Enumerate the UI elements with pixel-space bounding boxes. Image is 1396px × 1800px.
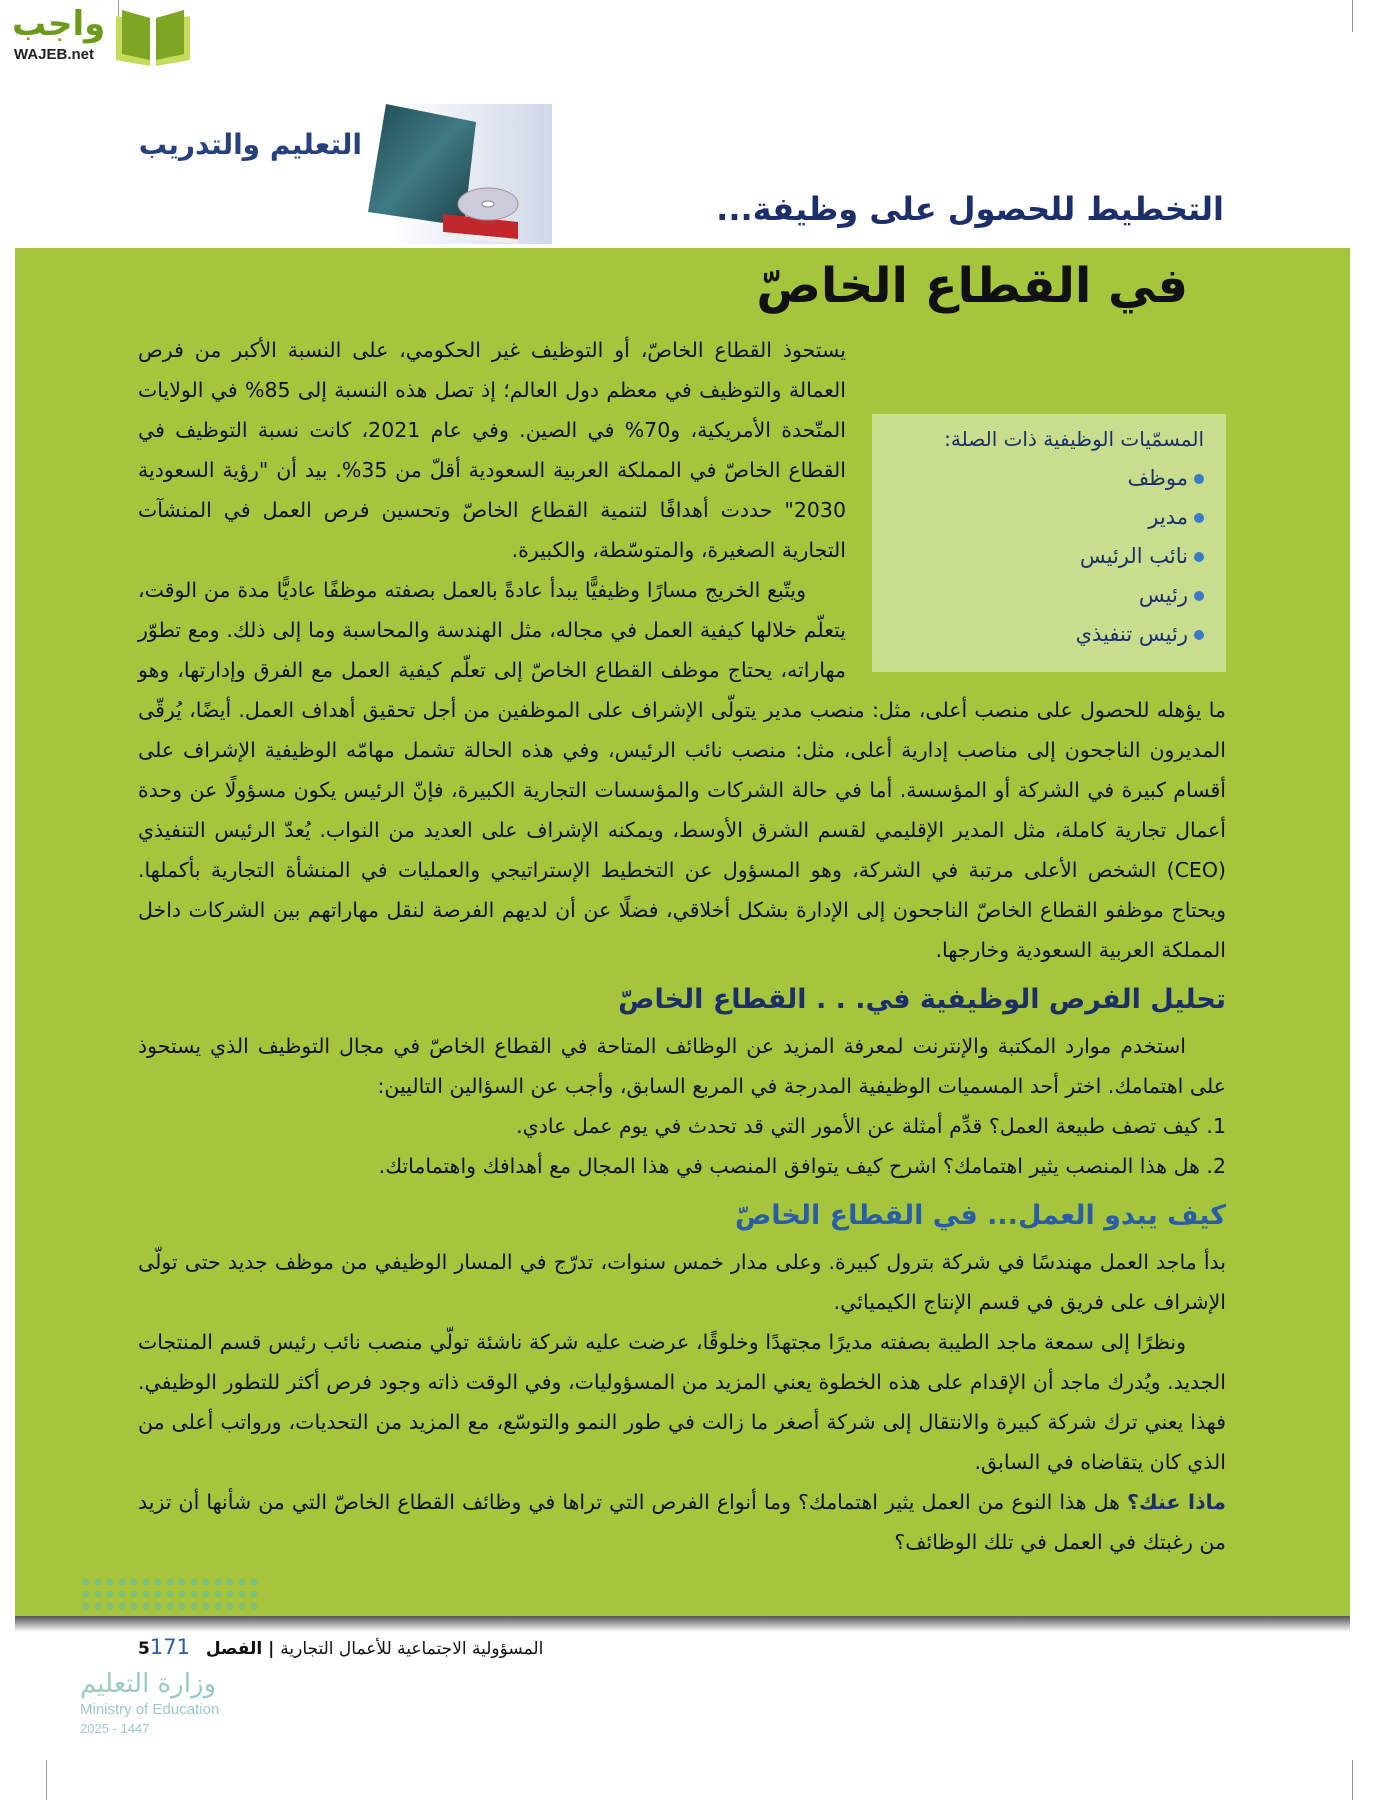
work-example-heading: كيف يبدو العمل... في القطاع الخاصّ — [734, 1200, 1226, 1231]
section-tag: التعليم والتدريب — [138, 128, 362, 161]
career-path-paragraph: ويتّبع الخريج مسارًا وظيفيًّا يبدأ عادةً بالعمل بصفته موظفًا عاديًّا مدة من الوقت، يتعلّم خلالها كيفية العمل في مجاله، مثل الهندسة والمحاسبة وما إلى ذلك. ومع تطوّر مهاراته، يحتاج موظف القطاع الخاصّ إلى تعلّم كيفية العمل مع الفرق وإدارتها، وهو ما يؤهله للحصول على منصب أعلى، مثل: منصب مدير يتولّى الإشراف على الموظفين من أجل تحقيق أهداف العمل. أيضًا، يُرقّى المديرون الناجحون إلى مناصب إدارية أعلى، مثل: منصب نائب الرئيس، وفي هذه الحالة تشمل مهامّه الوظيفية الإشراف على أقسام كبيرة في الشركة أو المؤسسة. أما في حالة الشركات والمؤسسات التجارية الكبيرة، فإنّ الرئيس يكون مسؤولًا عن وحدة أعمال تجارية كاملة، مثل المدير الإقليمي لقسم الشرق الأوسط، ويمكنه الإشراف على العديد من النواب. يُعدّ الرئيس التنفيذي (CEO) الشخص الأعلى مرتبة في الشركة، وهو المسؤول عن التخطيط الإستراتيجي والعمليات في المنشأة التجارية بأكملها. ويحتاج موظفو القطاع الخاصّ الناجحون إلى الإدارة بشكل أخلاقي، فضلًا عن أن لديهم الفرصة لنقل مهاراتهم بين الشركات داخل المملكة العربية السعودية وخارجها. — [138, 578, 1226, 962]
analysis-heading: تحليل الفرص الوظيفية في. . . القطاع الخاصّ — [618, 984, 1226, 1015]
bullet-icon — [1194, 474, 1204, 484]
job-title-item: نائب الرئيس — [894, 537, 1204, 576]
question-1: 1. كيف تصف طبيعة العمل؟ قدِّم أمثلة عن الأمور التي قد تحدث في يوم عمل عادي. — [516, 1114, 1226, 1138]
job-title-item: رئيس — [894, 576, 1204, 615]
crop-mark — [1352, 0, 1353, 32]
majed-paragraph-1: بدأ ماجد العمل مهندسًا في شركة بترول كبيرة. وعلى مدار خمس سنوات، تدرّج في المسار الوظيفي من موظف جديد حتى تولّى الإشراف على فريق في قسم الإنتاج الكيميائي. — [138, 1250, 1226, 1314]
ministry-of-education-logo: وزارة التعليم Ministry of Education 2025 - 1447 — [80, 1669, 220, 1736]
page-title: التخطيط للحصول على وظيفة... — [716, 190, 1224, 228]
intro-paragraph: يستحوذ القطاع الخاصّ، أو التوظيف غير الحكومي، على النسبة الأكبر من فرص العمالة والتوظيف في معظم دول العالم؛ إذ تصل هذه النسبة إلى 85% في الولايات المتّحدة الأمريكية، و70% في الصين. وفي عام 2021، كانت نسبة التوظيف في القطاع الخاصّ في المملكة العربية السعودية أقلّ من 35%. بيد أن "رؤية السعودية 2030" حددت أهدافًا لتنمية القطاع الخاصّ وتحسين فرص العمل في المنشآت التجارية الصغيرة، والمتوسّطة، والكبيرة. — [138, 338, 846, 562]
box-label: المسمّيات الوظيفية ذات الصلة: — [944, 427, 1204, 451]
related-job-titles-box — [872, 414, 1226, 672]
article-body — [138, 330, 1226, 1562]
job-title-item: مدير — [894, 498, 1204, 537]
job-title-item: رئيس تنفيذي — [894, 615, 1204, 654]
crop-mark — [1352, 1760, 1353, 1800]
job-title-item: موظف — [894, 459, 1204, 498]
wajeb-logo: واجب WAJEB.net — [6, 4, 192, 66]
book-title: المسؤولية الاجتماعية للأعمال التجارية — [280, 1639, 544, 1659]
page-number: 171 — [149, 1635, 190, 1659]
chapter-label: الفصل 5 — [138, 1639, 263, 1659]
bullet-icon — [1194, 630, 1204, 640]
page-footer: المسؤولية الاجتماعية للأعمال التجارية | الفصل 5171 — [138, 1635, 544, 1659]
book-cd-illustration — [368, 104, 552, 244]
open-book-icon — [114, 8, 192, 66]
panel-shadow — [15, 1616, 1350, 1632]
question-2: 2. هل هذا المنصب يثير اهتمامك؟ اشرح كيف يتوافق المنصب في هذا المجال مع أهدافك واهتماماتك. — [378, 1154, 1226, 1178]
bullet-icon — [1194, 591, 1204, 601]
section-title: في القطاع الخاصّ — [756, 258, 1188, 314]
crop-mark — [46, 1760, 47, 1800]
ministry-dots-emblem — [80, 1576, 260, 1614]
what-about-you: ماذا عنك؟ هل هذا النوع من العمل يثير اهتمامك؟ وما أنواع الفرص التي تراها في وظائف القطاع الخاصّ التي من شأنها أن تزيد من رغبتك في العمل في تلك الوظائف؟ — [138, 1490, 1226, 1554]
bullet-icon — [1194, 552, 1204, 562]
majed-paragraph-2: ونظرًا إلى سمعة ماجد الطيبة بصفته مديرًا مجتهدًا وخلوقًا، عرضت عليه شركة ناشئة تولّي منصب نائب رئيس قسم المنتجات الجديد. ويُدرك ماجد أن الإقدام على هذه الخطوة يعني المزيد من المسؤوليات، وفي الوقت ذاته وجود فرص أكثر للتطور الوظيفي. فهذا يعني ترك شركة كبيرة والانتقال إلى شركة أصغر ما زالت في طور النمو والتوسّع، مع المزيد من التحديات، ورواتب أعلى من الذي كان يتقاضاه في السابق. — [138, 1330, 1226, 1474]
activity-paragraph: استخدم موارد المكتبة والإنترنت لمعرفة المزيد عن الوظائف المتاحة في القطاع الخاصّ في مجال التوظيف الذي يستحوذ على اهتمامك. اختر أحد المسميات الوظيفية المدرجة في المربع السابق، وأجب عن السؤالين التاليين: — [138, 1034, 1226, 1098]
bullet-icon — [1194, 513, 1204, 523]
